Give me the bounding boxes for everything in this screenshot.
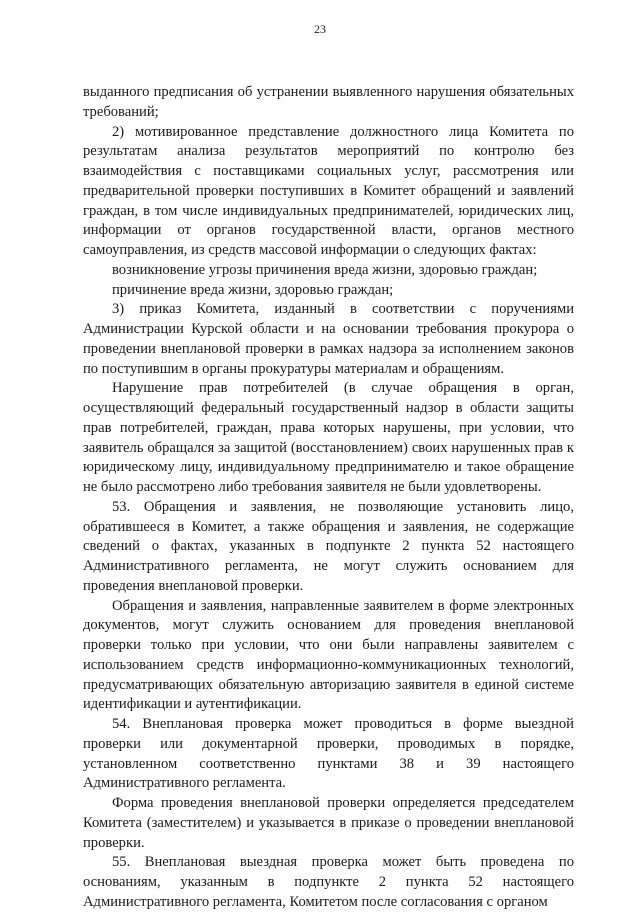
paragraph-item-2: 2) мотивированное представление должностного лица Комитета по результатам анализа результатов мероприятий по контролю без взаимодействия с поставщиками социальных услуг, рассмотрения или предварительной проверки поступивших в Комитет обращений и заявлений граждан, в том числе индивидуальных предпринимателей, юридических лиц, информации от органов государственной власти, органов местного самоуправления, из средств массовой информации о следующих фактах:	[83, 123, 574, 258]
paragraph-consumer-rights: Нарушение прав потребителей (в случае обращения в орган, осуществляющий федеральный государственный надзор в области защиты прав потребителей, граждан, права которых нарушены, при условии, что заявитель обращался за защитой (восстановлением) своих нарушенных прав к юридическому лицу, индивидуальному предпринимателю и такое обращение не было рассмотрено либо требования заявителя не были удовлетворены.	[83, 380, 574, 495]
paragraph-section-54: 54. Внеплановая проверка может проводиться в форме выездной проверки или документарной проверки, проводимых в порядке, установленном соответственно пунктами 38 и 39 настоящего Административного регламента.	[83, 716, 574, 792]
paragraph-section-53: 53. Обращения и заявления, не позволяющие установить лицо, обратившееся в Комитет, а также обращения и заявления, не содержащие сведений о фактах, указанных в подпункте 2 пункта 52 настоящего Административного регламента, не могут служить основанием для проведения внеплановой проверки.	[83, 498, 574, 594]
page-number: 23	[314, 22, 326, 36]
paragraph-electronic-appeals: Обращения и заявления, направленные заявителем в форме электронных документов, могут служить основанием для проведения внеплановой проверки только при условии, что они были направлены заявителем с использованием средств информационно-коммуникационных технологий, предусматривающих обязательную авторизацию заявителя в единой системе идентификации и аутентификации.	[83, 597, 574, 713]
paragraph-threat-of-harm: возникновение угрозы причинения вреда жизни, здоровью граждан;	[112, 261, 538, 278]
paragraph-harm-caused: причинение вреда жизни, здоровью граждан;	[112, 281, 394, 298]
paragraph-item-3: 3) приказ Комитета, изданный в соответствии с поручениями Администрации Курской области и на основании требования прокурора о проведении внеплановой проверки в рамках надзора за исполнением законов по поступившим в органы прокуратуры материалам и обращениям.	[83, 301, 574, 377]
paragraph-continuation: выданного предписания об устранении выявленного нарушения обязательных требований;	[83, 84, 574, 120]
paragraph-section-55: 55. Внеплановая выездная проверка может быть проведена по основаниям, указанным в подпункте 2 пункта 52 настоящего Административного регламента, Комитетом после согласования с органом	[83, 854, 574, 910]
paragraph-inspection-form: Форма проведения внеплановой проверки определяется председателем Комитета (заместителем) и указывается в приказе о проведении внеплановой проверки.	[83, 795, 574, 851]
document-body	[83, 83, 574, 913]
